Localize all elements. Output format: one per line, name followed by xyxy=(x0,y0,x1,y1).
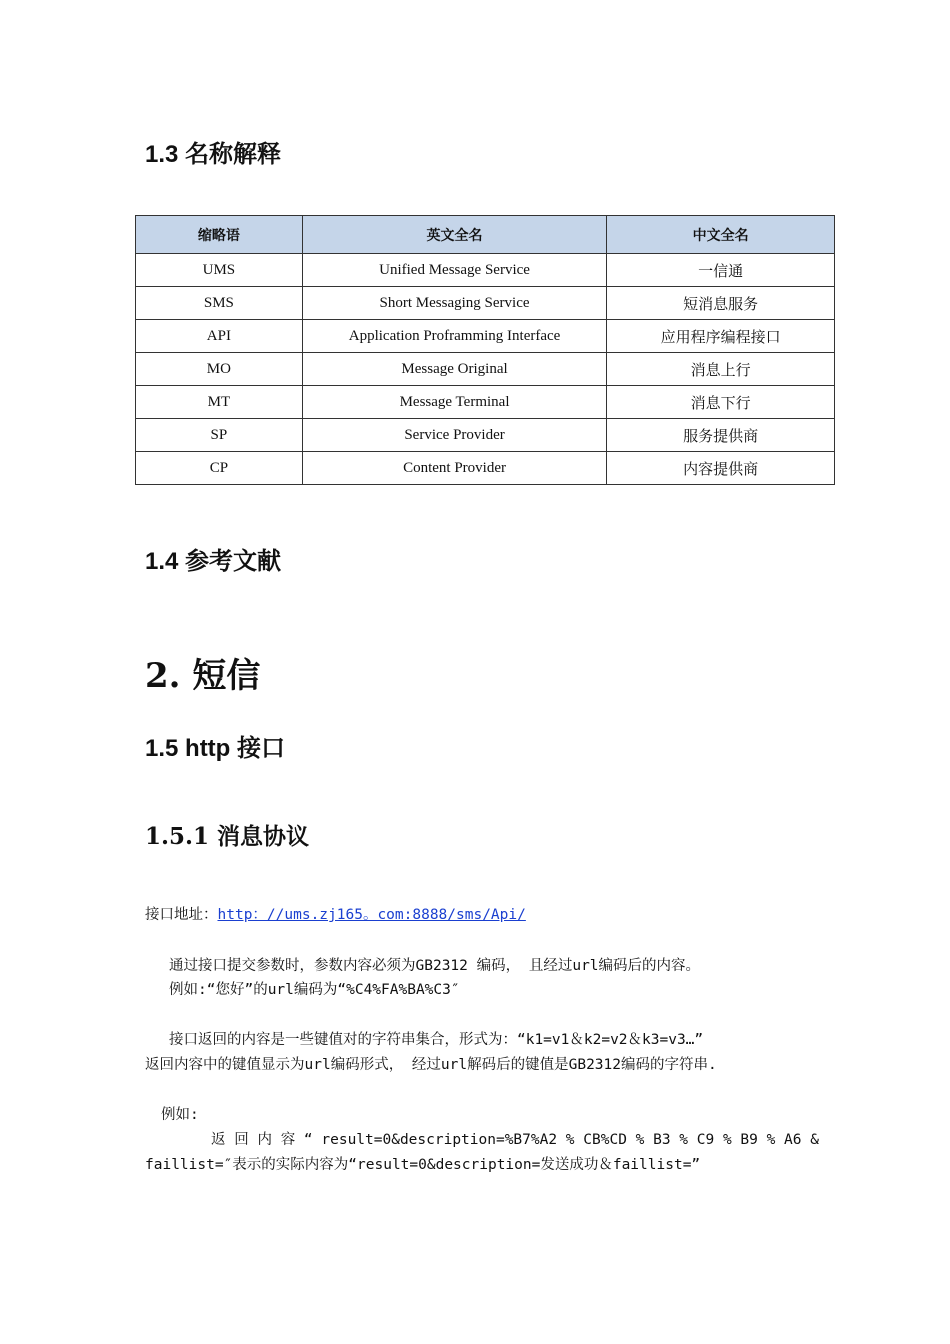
chapter-heading-2: 2. 短信 xyxy=(145,656,261,696)
cell-english-name: Message Original xyxy=(302,353,607,386)
cell-chinese-name: 内容提供商 xyxy=(607,452,835,485)
cell-abbreviation: API xyxy=(136,320,303,353)
cell-english-name: Service Provider xyxy=(302,419,607,452)
cell-chinese-name: 短消息服务 xyxy=(607,287,835,320)
paragraph-encoding-example: 例如:“您好”的url编码为“%C4%FA%BA%C3″ xyxy=(169,982,460,998)
cell-chinese-name: 消息下行 xyxy=(607,386,835,419)
table-row xyxy=(136,419,835,452)
subsection-heading-1-5-1: 1.5.1 消息协议 xyxy=(145,823,310,850)
table-row xyxy=(136,353,835,386)
interface-address-line xyxy=(145,903,526,924)
cell-english-name: Content Provider xyxy=(302,452,607,485)
table-row xyxy=(136,452,835,485)
example-label: 例如: xyxy=(161,1107,199,1123)
cell-english-name: Short Messaging Service xyxy=(302,287,607,320)
cell-english-name: Application Proframming Interface xyxy=(302,320,607,353)
table-row xyxy=(136,254,835,287)
paragraph-return-format: 接口返回的内容是一些键值对的字符串集合，形式为：“k1=v1＆k2=v2＆k3=v3…” xyxy=(169,1032,704,1048)
cell-english-name: Message Terminal xyxy=(302,386,607,419)
cell-abbreviation: CP xyxy=(136,452,303,485)
cell-abbreviation: SMS xyxy=(136,287,303,320)
section-heading-1-3: 1.3 名称解释 xyxy=(145,141,282,168)
cell-chinese-name: 应用程序编程接口 xyxy=(607,320,835,353)
header-chinese-name: 中文全名 xyxy=(607,216,835,254)
interface-address-label: 接口地址： xyxy=(145,907,218,923)
section-heading-1-5: 1.5 http 接口 xyxy=(145,735,286,762)
cell-abbreviation: SP xyxy=(136,419,303,452)
table-row xyxy=(136,320,835,353)
cell-english-name: Unified Message Service xyxy=(302,254,607,287)
example-line-2: faillist=″表示的实际内容为“result=0&description=发送成功＆faillist=” xyxy=(145,1157,701,1173)
cell-abbreviation: MT xyxy=(136,386,303,419)
table-row xyxy=(136,287,835,320)
cell-chinese-name: 消息上行 xyxy=(607,353,835,386)
table-row xyxy=(136,386,835,419)
abbreviation-table xyxy=(135,215,835,485)
header-abbreviation: 缩略语 xyxy=(136,216,303,254)
paragraph-encoding: 通过接口提交参数时，参数内容必须为GB2312 编码， 且经过url编码后的内容。 xyxy=(169,958,701,974)
example-line-1: 返 回 内 容 “ result=0&description=%B7%A2 % CB%CD % B3 % C9 % B9 % A6 & xyxy=(211,1132,819,1148)
interface-address-link[interactable]: http：//ums.zj165。com:8888/sms/Api/ xyxy=(217,907,526,923)
cell-abbreviation: UMS xyxy=(136,254,303,287)
cell-chinese-name: 服务提供商 xyxy=(607,419,835,452)
cell-chinese-name: 一信通 xyxy=(607,254,835,287)
cell-abbreviation: MO xyxy=(136,353,303,386)
header-english-name: 英文全名 xyxy=(302,216,607,254)
table-header-row xyxy=(136,216,835,254)
section-heading-1-4: 1.4 参考文献 xyxy=(145,548,282,575)
paragraph-return-encoding: 返回内容中的键值显示为url编码形式， 经过url解码后的键值是GB2312编码的字符串. xyxy=(145,1057,717,1073)
